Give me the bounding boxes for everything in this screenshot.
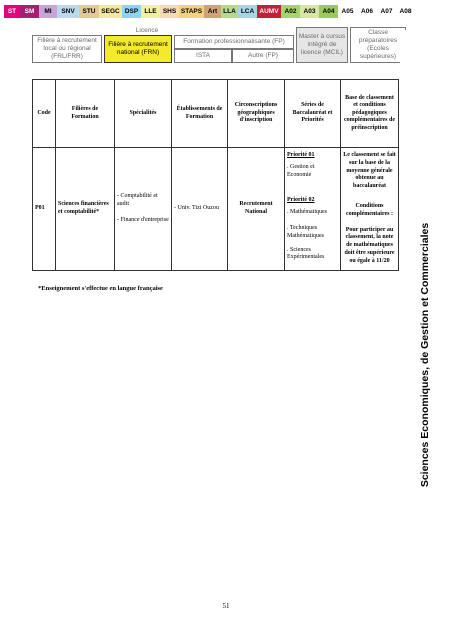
tab-lca[interactable]: LCA	[238, 5, 257, 18]
tab-aumv[interactable]: AUMV	[257, 5, 281, 18]
tab-lle[interactable]: LLE	[141, 5, 160, 18]
row-etablissement: - Univ. Tizi Ouzou	[172, 148, 228, 271]
row-base-classement	[341, 148, 399, 271]
tab-lla[interactable]: LLA	[221, 5, 238, 18]
base-text: Le classement se fait sur la base de la moyenne générale obtenue au baccalauréat	[343, 152, 396, 190]
priorite-2-title: Priorité 02	[287, 197, 315, 204]
priorite-2-item: . Sciences Expérimentales	[287, 246, 325, 261]
classe-prep-cell: Classe préparatoires (Ecoles supérieures)	[350, 27, 406, 63]
priorite-1-title: Priorité 01	[287, 152, 315, 158]
frl-cell: Filière à recrutement local ou régional (FRL/FRR)	[32, 35, 102, 63]
tab-a04[interactable]: A04	[319, 5, 338, 18]
tab-st[interactable]: ST	[4, 5, 20, 18]
row-series	[285, 148, 341, 271]
autre-fp-cell: Autre (FP)	[232, 49, 294, 63]
tab-mi[interactable]: MI	[39, 5, 57, 18]
tab-art[interactable]: Art	[204, 5, 221, 18]
tab-shs[interactable]: SHS	[160, 5, 179, 18]
row-code: P01	[33, 148, 56, 271]
table-header-row	[33, 80, 399, 148]
tab-a02[interactable]: A02	[281, 5, 300, 18]
tab-segc[interactable]: SEGC	[99, 5, 122, 18]
header-specialites: Spécialités	[115, 80, 172, 148]
tab-a07[interactable]: A07	[377, 5, 396, 18]
specialite-item: - Comptabilité et audit	[117, 193, 158, 208]
row-filiere: Sciences financières et comptabilité*	[56, 148, 115, 271]
tab-snv[interactable]: SNV	[57, 5, 79, 18]
row-circonscription: Recrutement National	[228, 148, 285, 271]
page-number: 51	[222, 602, 230, 610]
side-title: Sciences Economiques, de Gestion et Commerciales	[419, 222, 431, 488]
header-filieres: Filières de Formation	[56, 80, 115, 148]
header-code: Code	[33, 80, 56, 148]
formation-table	[32, 79, 399, 271]
table-row	[33, 148, 399, 271]
priorite-1-item: . Gestion et Economie	[287, 163, 315, 178]
tab-a05[interactable]: A05	[338, 5, 357, 18]
tab-a06[interactable]: A06	[357, 5, 377, 18]
priorite-2-item: . Techniques Mathématiques	[287, 224, 324, 239]
footnote: *Enseignement s'effectue en langue française	[38, 285, 163, 292]
frn-cell: Filière à recrutement national (FRN)	[104, 35, 172, 63]
conditions-text: Pour participer au classement, la note de mathématiques doit être supérieure ou égale à 11/20	[344, 226, 395, 264]
mcil-cell: Master à cursus intégré de licence (MCIL)	[296, 27, 348, 63]
fp-cell: Formation professionnalisante (FP)	[174, 35, 294, 49]
tab-a08[interactable]: A08	[396, 5, 415, 18]
header-series: Séries de Baccalauréat et Priorités	[285, 80, 341, 148]
tab-sm[interactable]: SM	[20, 5, 39, 18]
tab-stu[interactable]: STU	[79, 5, 99, 18]
tab-a03[interactable]: A03	[300, 5, 319, 18]
domain-tab-bar	[4, 5, 415, 18]
ista-cell: ISTA	[174, 49, 232, 63]
classification-header	[32, 26, 398, 65]
licence-label: Licence	[135, 26, 159, 34]
specialite-item: - Finance d'entreprise	[117, 216, 169, 223]
row-specialites	[115, 148, 172, 271]
header-etablissements: Établissements de Formation	[172, 80, 228, 148]
tab-dsp[interactable]: DSP	[122, 5, 141, 18]
header-base: Base de classement et conditions pédagogiques complémentaires de préinscription	[341, 80, 399, 148]
conditions-title: Conditions complémentaires :	[345, 202, 394, 217]
tab-staps[interactable]: STAPS	[179, 5, 204, 18]
header-circonscriptions: Circonscriptions géographiques d'inscription	[228, 80, 285, 148]
priorite-2-item: . Mathématiques	[287, 209, 327, 216]
